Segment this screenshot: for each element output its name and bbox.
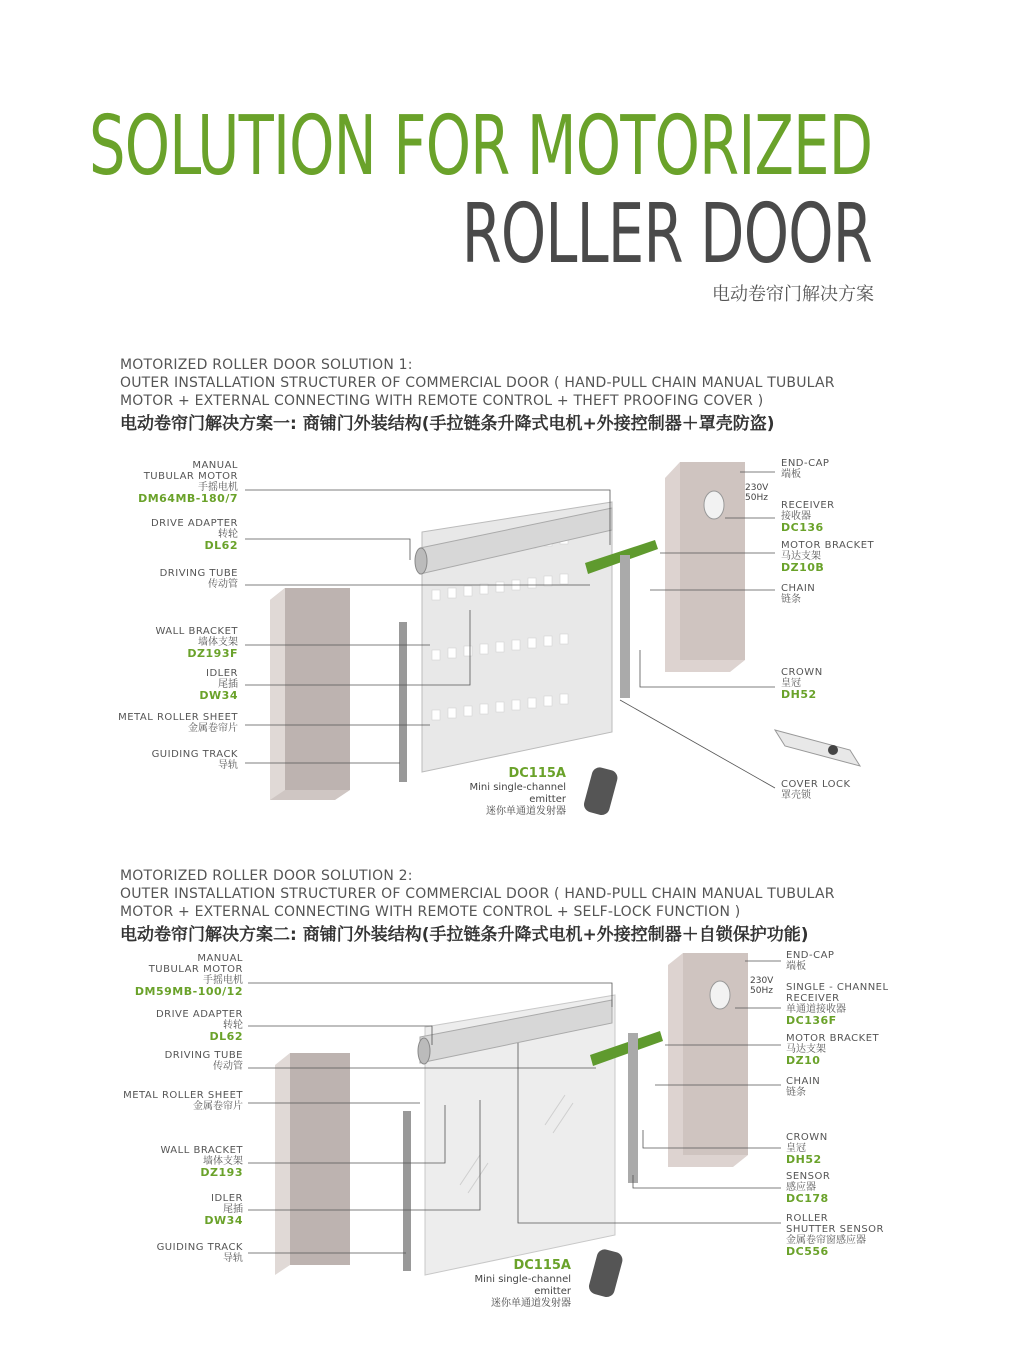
label-metal-roller-sheet: METAL ROLLER SHEET 金属卷帘片 (118, 712, 238, 734)
guiding-track-right (620, 555, 630, 698)
remote-label: DC115A Mini single-channel emitter 迷你单通道发射器 (469, 766, 566, 817)
label-drive-adapter: DRIVE ADAPTER 转轮 DL62 (150, 518, 238, 552)
label-driving-tube: DRIVING TUBE 传动管 (164, 1050, 243, 1072)
label-manual-tubular-motor: MANUAL TUBULAR MOTOR 手摇电机 DM59MB-100/12 (134, 953, 243, 998)
main-title-line2: ROLLER DOOR (461, 187, 872, 282)
cover-lock-device (775, 730, 860, 766)
label-end-cap: END-CAP 端板 (786, 950, 835, 972)
solution1-title: MOTORIZED ROLLER DOOR SOLUTION 1: (120, 357, 413, 373)
label-idler: IDLER 尾插 DW34 (204, 1193, 243, 1227)
solution2-diagram (0, 945, 1010, 1355)
remote-emitter (587, 1248, 624, 1299)
label-drive-adapter: DRIVE ADAPTER 转轮 DL62 (155, 1009, 243, 1043)
label-metal-roller-sheet: METAL ROLLER SHEET 金属卷帘片 (123, 1090, 243, 1112)
guiding-track-left (399, 622, 407, 782)
label-sensor: SENSOR 感应器 DC178 (786, 1171, 831, 1205)
label-chain: CHAIN 链条 (786, 1076, 821, 1098)
label-wall-bracket: WALL BRACKET 墙体支架 DZ193F (155, 626, 238, 660)
solution1-desc-line1: OUTER INSTALLATION STRUCTURER OF COMMERCIAL DOOR ( HAND-PULL CHAIN MANUAL TUBULAR (120, 375, 835, 391)
label-manual-tubular-motor: MANUAL TUBULAR MOTOR 手摇电机 DM64MB-180/7 (138, 460, 238, 505)
solution2-desc-line1: OUTER INSTALLATION STRUCTURER OF COMMERCIAL DOOR ( HAND-PULL CHAIN MANUAL TUBULAR (120, 886, 835, 902)
guiding-track-left (403, 1111, 411, 1271)
label-idler: IDLER 尾插 DW34 (199, 668, 238, 702)
remote-label: DC115A Mini single-channel emitter 迷你单通道发射器 (474, 1258, 571, 1309)
voltage-label: 230V 50Hz (745, 483, 769, 503)
label-guiding-track: GUIDING TRACK 导轨 (151, 749, 238, 771)
solution1-diagram (0, 450, 1010, 850)
label-crown: CROWN 皇冠 DH52 (786, 1132, 828, 1166)
receiver (704, 491, 724, 519)
left-wall-pillar (290, 1053, 350, 1265)
solution2-title-chinese: 电动卷帘门解决方案二: 商铺门外装结构(手拉链条升降式电机+外接控制器＋自锁保护功能) (120, 925, 809, 945)
label-chain: CHAIN 链条 (781, 583, 816, 605)
guiding-track-right (628, 1033, 638, 1183)
receiver (710, 981, 730, 1009)
label-roller-shutter-sensor: ROLLER SHUTTER SENSOR 金属卷帘窗感应器 DC556 (786, 1213, 884, 1258)
solution2-title: MOTORIZED ROLLER DOOR SOLUTION 2: (120, 868, 413, 884)
label-cover-lock: COVER LOCK 罩壳锁 (781, 779, 851, 801)
label-end-cap: END-CAP 端板 (781, 458, 830, 480)
label-wall-bracket: WALL BRACKET 墙体支架 DZ193 (160, 1145, 243, 1179)
label-guiding-track: GUIDING TRACK 导轨 (156, 1242, 243, 1264)
solution1-desc-line2: MOTOR + EXTERNAL CONNECTING WITH REMOTE CONTROL + THEFT PROOFING COVER ) (120, 393, 764, 409)
solution2-desc-line2: MOTOR + EXTERNAL CONNECTING WITH REMOTE CONTROL + SELF-LOCK FUNCTION ) (120, 904, 741, 920)
label-motor-bracket: MOTOR BRACKET 马达支架 DZ10B (781, 540, 875, 574)
main-title-line1: SOLUTION FOR MOTORIZED (88, 99, 872, 194)
label-motor-bracket: MOTOR BRACKET 马达支架 DZ10 (786, 1033, 880, 1067)
label-crown: CROWN 皇冠 DH52 (781, 667, 823, 701)
remote-emitter (582, 766, 619, 817)
voltage-label: 230V 50Hz (750, 976, 774, 996)
solution2-heading (120, 867, 835, 947)
main-title-chinese: 电动卷帘门解决方案 (712, 284, 874, 305)
label-single-channel-receiver: SINGLE - CHANNEL RECEIVER 单通道接收器 DC136F (786, 982, 889, 1027)
label-driving-tube: DRIVING TUBE 传动管 (159, 568, 238, 590)
solution1-title-chinese: 电动卷帘门解决方案一: 商铺门外装结构(手拉链条升降式电机+外接控制器＋罩壳防盗) (120, 414, 775, 434)
label-receiver: RECEIVER 接收器 DC136 (781, 500, 835, 534)
solution1-heading (120, 356, 835, 436)
